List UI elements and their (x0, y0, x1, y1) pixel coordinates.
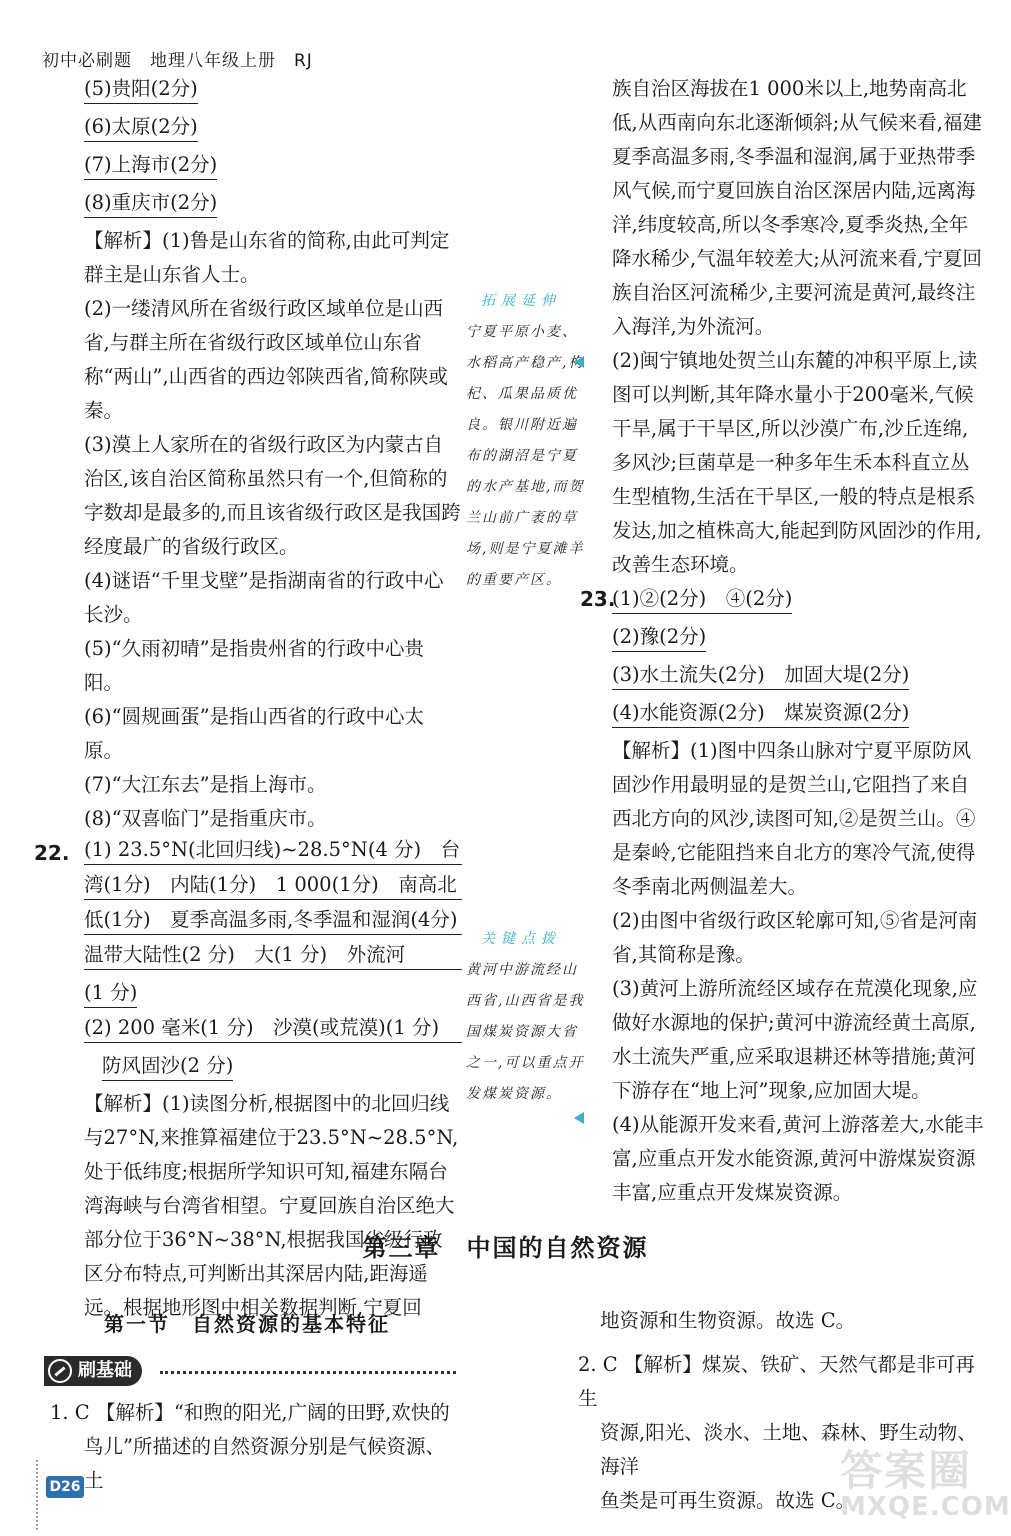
right-column (580, 72, 984, 1210)
question-1-end: 地资源和生物资源。故选 C。 (600, 1309, 856, 1332)
bottom-left-column (50, 1396, 462, 1498)
analysis-paragraph: 【解析】(1)鲁是山东省的简称,由此可判定群主是山东省人士。 (84, 229, 450, 286)
analysis-paragraph: (5)“久雨初晴”是指贵州省的行政中心贵阳。 (84, 637, 425, 694)
edition-code: RJ (294, 51, 313, 71)
analysis-paragraph: 族自治区海拔在1 000米以上,地势南高北低,从西南向东北逐渐倾斜;从气候来看,福建夏季高温多雨,冬季温和湿润,属于亚热带季风气候,而宁夏回族自治区深居内陆,远离海洋,纬度较高,所以冬季寒冷,夏季炎热,全年降水稀少,气温年较差大;从河流来看,宁夏回族自治区河流稀少,主要河流是黄河,最终注入海洋,为外流河。 (612, 77, 982, 338)
series-name: 初中必刷题 (42, 51, 132, 71)
sidebar-note-key-points (466, 924, 586, 1110)
badge-label: 刷基础 (78, 1360, 132, 1381)
question-number: 23. (580, 587, 616, 611)
answer-line: (7)上海市(2分) (84, 148, 462, 186)
sidebar-text: 宁夏平原小麦、水稻高产稳产,枸杞、瓜果品质优良。银川附近遍布的湖沼是宁夏的水产基地,而贺兰山前广袤的草场,则是宁夏滩羊的重要产区。 (466, 324, 585, 588)
analysis-paragraph: (7)“大江东去”是指上海市。 (84, 773, 327, 796)
question-2-line: 2. C 【解析】煤炭、铁矿、天然气都是非可再生 (578, 1353, 975, 1410)
answer-line: (2)豫(2分) (612, 623, 706, 652)
analysis-paragraph: (3)漠上人家所在的省级行政区为内蒙古自治区,该自治区简称虽然只有一个,但简称的字数却是最多的,而且该省级行政区是我国跨经度最广的省级行政区。 (84, 433, 461, 558)
site-watermark (840, 1438, 1011, 1528)
answer-line: (2) 200 毫米(1 分) 沙漠(或荒漠)(1 分) (84, 1014, 462, 1043)
answer-line: (1)②(2分) ④(2分) (612, 585, 792, 614)
sidebar-title: 拓展延伸 (481, 293, 561, 309)
watermark-line: 答案圈 (840, 1446, 973, 1495)
analysis-paragraph: (4)谜语“千里戈壁”是指湖南省的行政中心长沙。 (84, 569, 444, 626)
dotted-divider (160, 1371, 456, 1374)
analysis-paragraph: 【解析】(1)图中四条山脉对宁夏平原防风固沙作用最明显的是贺兰山,它阻挡了来自西北方向的风沙,读图可知,②是贺兰山。④是秦岭,它能阻挡来自北方的寒冷气流,使得冬季南北两侧温差大。 (612, 739, 976, 898)
question-2-continuation: 鱼类是可再生资源。故选 C。 (600, 1489, 856, 1512)
analysis-paragraph: (3)黄河上游所流经区域存在荒漠化现象,应做好水源地的保护;黄河中游流经黄土高原,水土流失严重,应采取退耕还林等措施;黄河下游存在“地上河”现象,应加固大堤。 (612, 977, 978, 1102)
analysis-paragraph: (4)从能源开发来看,黄河上游落差大,水能丰富,应重点开发水能资源,黄河中游煤炭资源丰富,应重点开发煤炭资源。 (612, 1113, 984, 1204)
left-column (34, 72, 462, 1325)
sidebar-text: 黄河中游流经山西省,山西省是我国煤炭资源大省之一,可以重点开发煤炭资源。 (466, 962, 585, 1102)
answer-line: (1 分) (84, 979, 137, 1008)
analysis-paragraph: (2)一缕清风所在省级行政区域单位是山西省,与群主所在省级行政区域单位山东省称“两山”,山西省的西边邻陕西省,简称陕或秦。 (84, 297, 448, 422)
section-heading (104, 1308, 412, 1337)
analysis-paragraph: (2)闽宁镇地处贺兰山东麓的冲积平原上,读图可以判断,其年降水量小于200毫米,气候干旱,属于干旱区,所以沙漠广布,沙丘连绵,多风沙;巨菌草是一种多年生禾本科直立丛生型植物,生活在干旱区,一般的特点是根系发达,加之植株高大,能起到防风固沙的作用,改善生态环境。 (612, 349, 982, 576)
sidebar-title: 关键点拨 (481, 931, 561, 947)
subject-name: 地理八年级上册 (150, 51, 276, 71)
section-number: 第一节 (104, 1312, 170, 1336)
answer-line: 低(1分) 夏季高温多雨,冬季温和湿润(4分) (84, 906, 462, 935)
analysis-paragraph: (2)由图中省级行政区轮廓可知,⑤省是河南省,其简称是豫。 (612, 909, 978, 966)
question-number: 22. (34, 841, 70, 865)
question-2-continuation: 资源,阳光、淡水、土地、森林、野生动物、海洋 (600, 1421, 977, 1478)
watermark-line: MXQE.COM (840, 1492, 1011, 1522)
margin-dots (36, 1460, 42, 1530)
question-23 (580, 582, 984, 734)
answer-line: (3)水土流失(2分) 加固大堤(2分) (612, 661, 909, 690)
sidebar-note-extension (466, 286, 586, 596)
arrow-left-icon (574, 1112, 584, 1124)
answer-line: 温带大陆性(2 分) 大(1 分) 外流河 (84, 941, 462, 970)
question-1-continuation: 鸟儿”所描述的自然资源分别是气候资源、土 (84, 1435, 445, 1492)
brush-icon (48, 1359, 72, 1383)
arrow-left-icon (574, 356, 584, 368)
answer-line: (6)太原(2分) (84, 110, 462, 148)
page-number: D26 (46, 1476, 84, 1498)
analysis-paragraph: 【解析】(1)读图分析,根据图中的北回归线与27°N,来推算福建位于23.5°N~28.5°N,处于低纬度;根据所学知识可知,福建东隔台湾海峡与台湾省相望。宁夏回族自治区绝大部分位于36°N~38°N,根据我国省级行政区分布特点,可判断出其深居内陆,距海遥远。根据地形图中相关数据判断,宁夏回 (84, 1092, 459, 1319)
answer-line: 湾(1分) 内陆(1分) 1 000(1分) 南高北 (84, 871, 462, 900)
chapter-title: 第三章 中国的自然资源 (362, 1234, 649, 1262)
answer-line: (4)水能资源(2分) 煤炭资源(2分) (612, 699, 909, 728)
practice-badge (44, 1356, 142, 1386)
page-header (42, 46, 331, 71)
question-1-line: 1. C 【解析】“和煦的阳光,广阔的田野,欢快的 (50, 1401, 450, 1424)
analysis-paragraph: (8)“双喜临门”是指重庆市。 (84, 807, 327, 830)
answer-line: (5)贵阳(2分) (84, 72, 462, 110)
answer-line: 防风固沙(2 分) (102, 1052, 233, 1081)
answer-line: (8)重庆市(2分) (84, 186, 462, 224)
analysis-paragraph: (6)“圆规画蛋”是指山西省的行政中心太原。 (84, 705, 425, 762)
answer-line: (1) 23.5°N(北回归线)~28.5°N(4 分) 台 (84, 836, 462, 865)
section-title: 自然资源的基本特征 (192, 1312, 390, 1336)
